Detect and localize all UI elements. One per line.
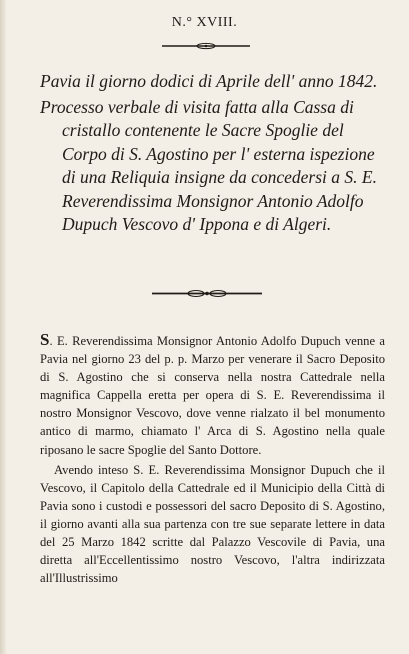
small-ornament-divider [160,42,252,50]
body-paragraph-1 [40,331,385,459]
body-text [40,331,385,587]
large-ornament-divider [150,289,264,298]
document-number: N.° XVIII. [171,15,238,30]
body-paragraph-2: Avendo inteso S. E. Reverendissima Monsignor Dupuch che il Vescovo, il Capitolo della Cattedrale ed il Municipio della Città di Pavia sono i custodi e possessori del sacro Deposito di S. Agostino, il giorno avanti alla sua partenza con tre sue separate lettere in data del 25 Marzo 1842 scritte dal Palazzo Vescovile di Pavia, una diretta all'Eccellentissimo nostro Vescovo, l'altra indirizzata all'Illustrissimo [40,462,385,586]
drop-initial: S [40,330,50,349]
document-heading [40,70,390,237]
page-edge-shadow [0,0,6,654]
heading-date-line: Pavia il giorno dodici di Aprile dell' anno 1842. [40,71,378,91]
heading-title: Processo verbale di visita fatta alla Cassa di cristallo contenente le Sacre Spoglie del Corpo di S. Agostino per l' esterna ispezione di una Reliquia insigne da concedersi a S. E. Reverendissima Monsignor Antonio Adolfo Dupuch Vescovo d' Ippona e di Algeri. [40,96,377,234]
body-paragraph-1-text: . E. Reverendissima Monsignor Antonio Adolfo Dupuch venne a Pavia nel giorno 23 del p. p. Marzo per venerare il Sacro Deposito di S. Agostino che si conserva nella nostra Cattedrale nella magnifica Cappella eretta per opera di S. E. Reverendissima il nostro Monsignor Vescovo, dove venne rialzato il bel monumento antico di marmo, chiamato l' Arca di S. Agostino nella quale riposano le sacre Spoglie del Santo Dottore. [40,334,385,457]
